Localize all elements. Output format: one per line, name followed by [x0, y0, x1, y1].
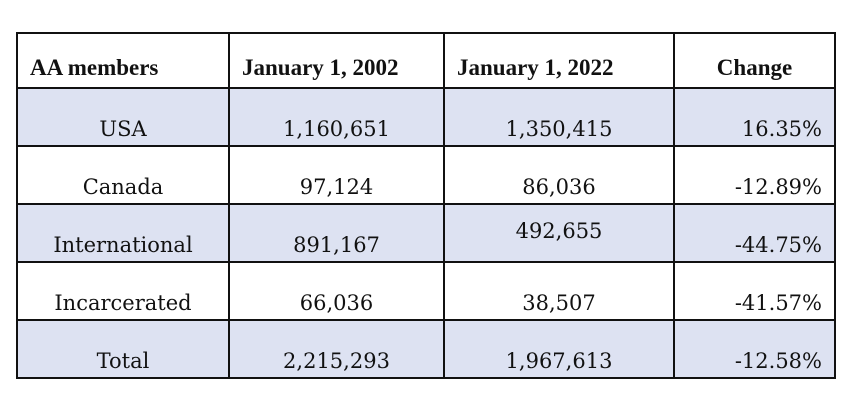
aa-members-table: [16, 32, 836, 379]
value-2022: 86,036: [444, 146, 674, 204]
header-january-2002: January 1, 2002: [229, 33, 444, 88]
table-row-canada: [17, 146, 835, 204]
value-change: -41.57%: [674, 262, 835, 320]
value-change: 16.35%: [674, 88, 835, 146]
value-2022: 1,350,415: [444, 88, 674, 146]
row-label: Incarcerated: [17, 262, 229, 320]
value-2002: 1,160,651: [229, 88, 444, 146]
value-2022: 38,507: [444, 262, 674, 320]
table-row-total: [17, 320, 835, 378]
row-label: International: [17, 204, 229, 262]
row-label: Total: [17, 320, 229, 378]
value-change: -12.89%: [674, 146, 835, 204]
header-row: [17, 33, 835, 88]
value-2002: 891,167: [229, 204, 444, 262]
header-january-2022: January 1, 2022: [444, 33, 674, 88]
value-2002: 66,036: [229, 262, 444, 320]
value-change: -44.75%: [674, 204, 835, 262]
value-2002: 97,124: [229, 146, 444, 204]
value-change: -12.58%: [674, 320, 835, 378]
table-row-incarcerated: [17, 262, 835, 320]
table-row-international: [17, 204, 835, 262]
header-change: Change: [674, 33, 835, 88]
value-2002: 2,215,293: [229, 320, 444, 378]
value-2022: 492,655: [444, 204, 674, 262]
value-2022: 1,967,613: [444, 320, 674, 378]
header-aa-members: AA members: [17, 33, 229, 88]
row-label: USA: [17, 88, 229, 146]
row-label: Canada: [17, 146, 229, 204]
table-row-usa: [17, 88, 835, 146]
